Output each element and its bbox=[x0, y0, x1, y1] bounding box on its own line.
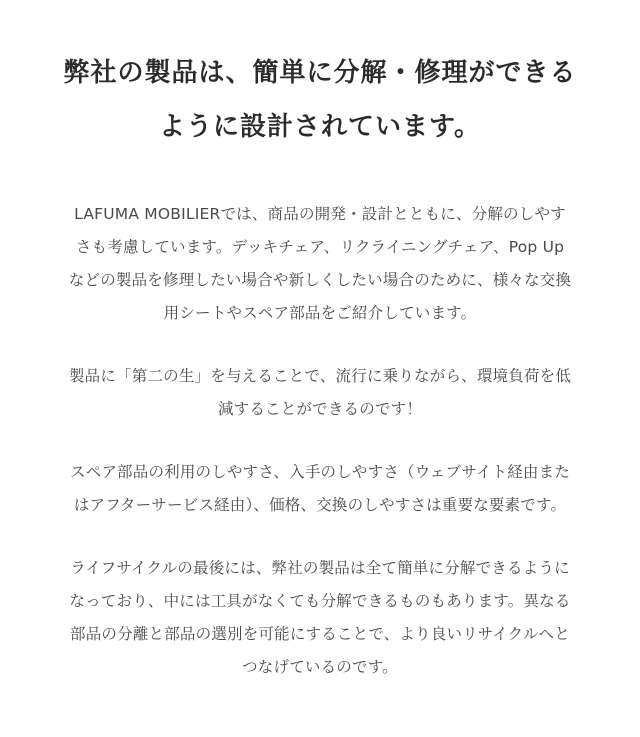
paragraph-line: さも考慮しています。デッキチェア、リクライニングチェア、Pop Up bbox=[75, 238, 565, 256]
paragraph-line: なっており、中には工具がなくても分解できるものもあります。異なる bbox=[69, 592, 571, 610]
paragraph-line: はアフターサービス経由）、価格、交換のしやすさは重要な要素です。 bbox=[73, 496, 567, 514]
paragraph-line: 減することができるのです！ bbox=[217, 400, 423, 418]
paragraph-recycling bbox=[40, 552, 600, 684]
paragraph-line: スペア部品の利用のしやすさ、入手のしやすさ（ウェブサイト経由また bbox=[69, 463, 571, 481]
heading-line-1: 弊社の製品は、簡単に分解・修理ができる bbox=[63, 58, 577, 88]
paragraph-line: つなげているのです。 bbox=[242, 658, 398, 676]
paragraph-second-life bbox=[40, 360, 600, 426]
heading-line-2: ように設計されています。 bbox=[159, 112, 481, 142]
paragraph-line: 製品に「第二の生」を与えることで、流行に乗りながら、環境負荷を低 bbox=[68, 367, 572, 385]
paragraph-spare-parts bbox=[40, 456, 600, 522]
paragraph-disassembly-intro bbox=[40, 198, 600, 330]
paragraph-line: 用シートやスペア部品をご紹介しています。 bbox=[163, 304, 477, 322]
page-heading bbox=[40, 46, 600, 154]
paragraph-line: などの製品を修理したい場合や新しくしたい場合のために、様々な交換 bbox=[68, 271, 572, 289]
paragraph-line: ライフサイクルの最後には、弊社の製品は全て簡単に分解できるように bbox=[70, 559, 570, 577]
paragraph-line: LAFUMA MOBILIERでは、商品の開発・設計とともに、分解のしやす bbox=[74, 205, 566, 223]
paragraph-line: 部品の分離と部品の選別を可能にすることで、より良いリサイクルへと bbox=[70, 625, 570, 643]
